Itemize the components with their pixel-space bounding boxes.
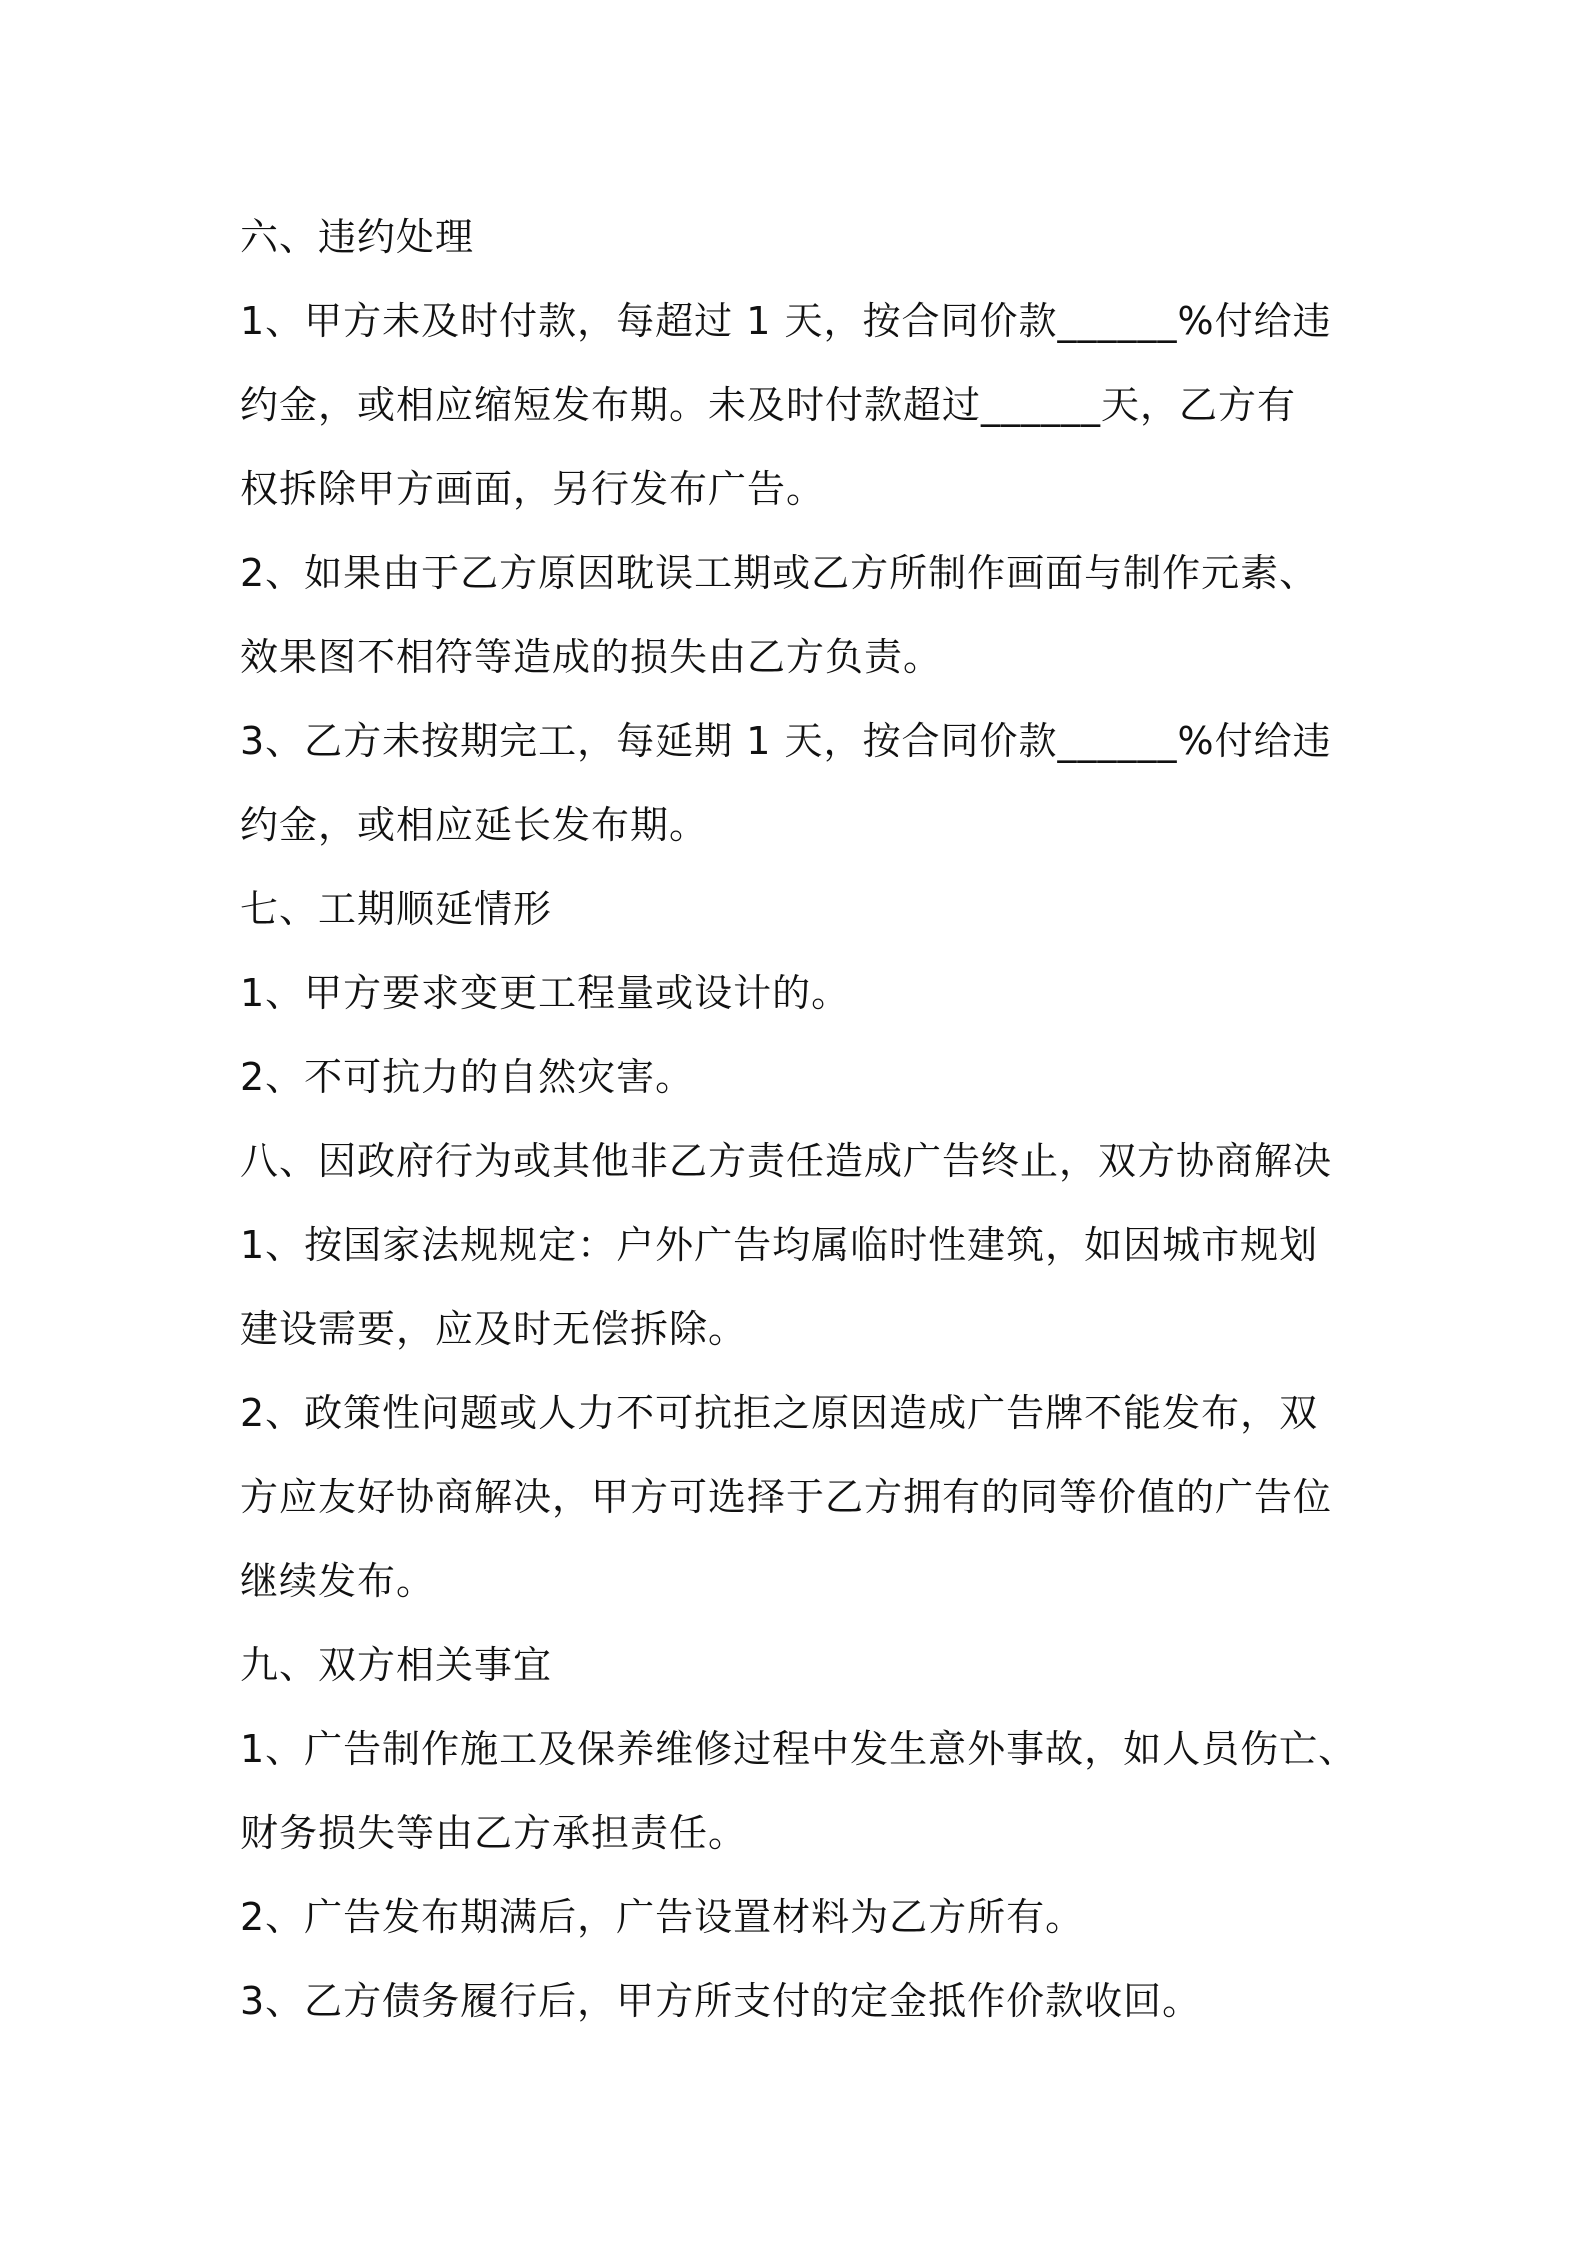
paragraph-line: 2、政策性问题或人力不可抗拒之原因造成广告牌不能发布，双 [240, 1391, 1319, 1435]
paragraph-line: 1、按国家法规规定：户外广告均属临时性建筑，如因城市规划 [240, 1223, 1319, 1267]
paragraph-line: 建设需要，应及时无偿拆除。 [240, 1307, 748, 1351]
paragraph-line: 1、广告制作施工及保养维修过程中发生意外事故，如人员伤亡、 [240, 1727, 1358, 1771]
paragraph-line: 效果图不相符等造成的损失由乙方负责。 [240, 635, 943, 679]
paragraph-line: 继续发布。 [240, 1559, 436, 1603]
paragraph-line: 约金，或相应延长发布期。 [240, 803, 709, 847]
paragraph-line: 方应友好协商解决，甲方可选择于乙方拥有的同等价值的广告位 [240, 1475, 1333, 1519]
paragraph-line: 3、乙方债务履行后，甲方所支付的定金抵作价款收回。 [240, 1979, 1202, 2023]
document-body [240, 195, 1360, 2043]
paragraph-line: 权拆除甲方画面，另行发布广告。 [240, 467, 826, 511]
paragraph-line: 财务损失等由乙方承担责任。 [240, 1811, 748, 1855]
section-heading-6: 六、违约处理 [240, 215, 475, 259]
paragraph-line: 1、甲方要求变更工程量或设计的。 [240, 971, 851, 1015]
section-heading-7: 七、工期顺延情形 [240, 887, 553, 931]
paragraph-line: 3、乙方未按期完工，每延期 1 天，按合同价款______%付给违 [240, 719, 1332, 763]
section-heading-9: 九、双方相关事宜 [240, 1643, 553, 1687]
section-heading-8: 八、因政府行为或其他非乙方责任造成广告终止，双方协商解决 [240, 1139, 1333, 1183]
paragraph-line: 约金，或相应缩短发布期。未及时付款超过______天，乙方有 [240, 383, 1297, 427]
paragraph-line: 2、不可抗力的自然灾害。 [240, 1055, 695, 1099]
paragraph-line: 2、广告发布期满后，广告设置材料为乙方所有。 [240, 1895, 1085, 1939]
paragraph-line: 1、甲方未及时付款，每超过 1 天，按合同价款______%付给违 [240, 299, 1332, 343]
paragraph-line: 2、如果由于乙方原因耽误工期或乙方所制作画面与制作元素、 [240, 551, 1319, 595]
